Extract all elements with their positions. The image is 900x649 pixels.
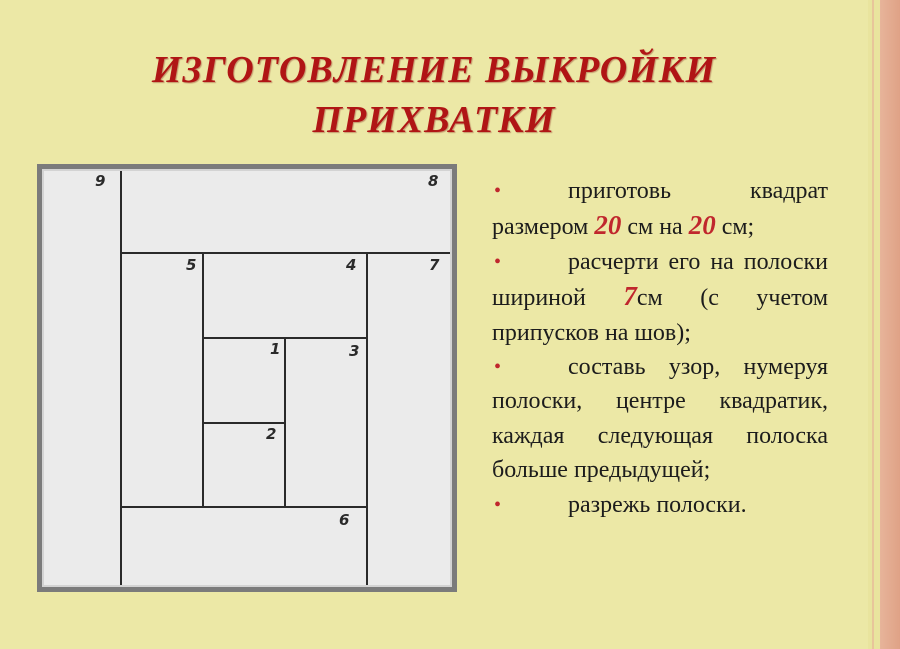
strip-label-3: 3 bbox=[349, 342, 360, 360]
strip-label-4: 4 bbox=[346, 256, 357, 274]
strip-label-9: 9 bbox=[95, 172, 106, 190]
list-item: • приготовь квадрат размером 20 см на 20 см; bbox=[492, 174, 828, 245]
list-item: • расчерти его на полоски шириной 7см (с учетом припусков на шов); bbox=[492, 245, 828, 350]
strip-label-7: 7 bbox=[429, 256, 440, 274]
number-value: 20 bbox=[594, 210, 622, 241]
strip-label-1: 1 bbox=[270, 340, 281, 358]
edge-line bbox=[872, 0, 874, 649]
title-line-1: ИЗГОТОВЛЕНИЕ ВЫКРОЙКИ bbox=[151, 49, 717, 91]
title-line-2: ПРИХВАТКИ bbox=[312, 99, 556, 141]
bullet-icon: • bbox=[494, 493, 502, 516]
strip-label-5: 5 bbox=[186, 256, 197, 274]
list-item: • составь узор, нумеруя полоски, центре квадратик, каждая следующая полоска больше предыдущей; bbox=[492, 350, 828, 488]
strip-label-2: 2 bbox=[266, 425, 277, 443]
strip-label-6: 6 bbox=[339, 511, 350, 529]
number-value: 20 bbox=[688, 210, 716, 241]
number-value: 7 bbox=[623, 281, 637, 312]
instruction-list bbox=[492, 174, 828, 522]
diagram-paper bbox=[44, 171, 450, 585]
strip-label-8: 8 bbox=[428, 172, 439, 190]
pattern-diagram bbox=[37, 164, 457, 592]
bullet-icon: • bbox=[494, 250, 502, 273]
list-item: • разрежь полоски. bbox=[492, 488, 828, 522]
edge-band bbox=[880, 0, 900, 649]
bullet-icon: • bbox=[494, 180, 502, 202]
bullet-icon: • bbox=[494, 356, 502, 379]
